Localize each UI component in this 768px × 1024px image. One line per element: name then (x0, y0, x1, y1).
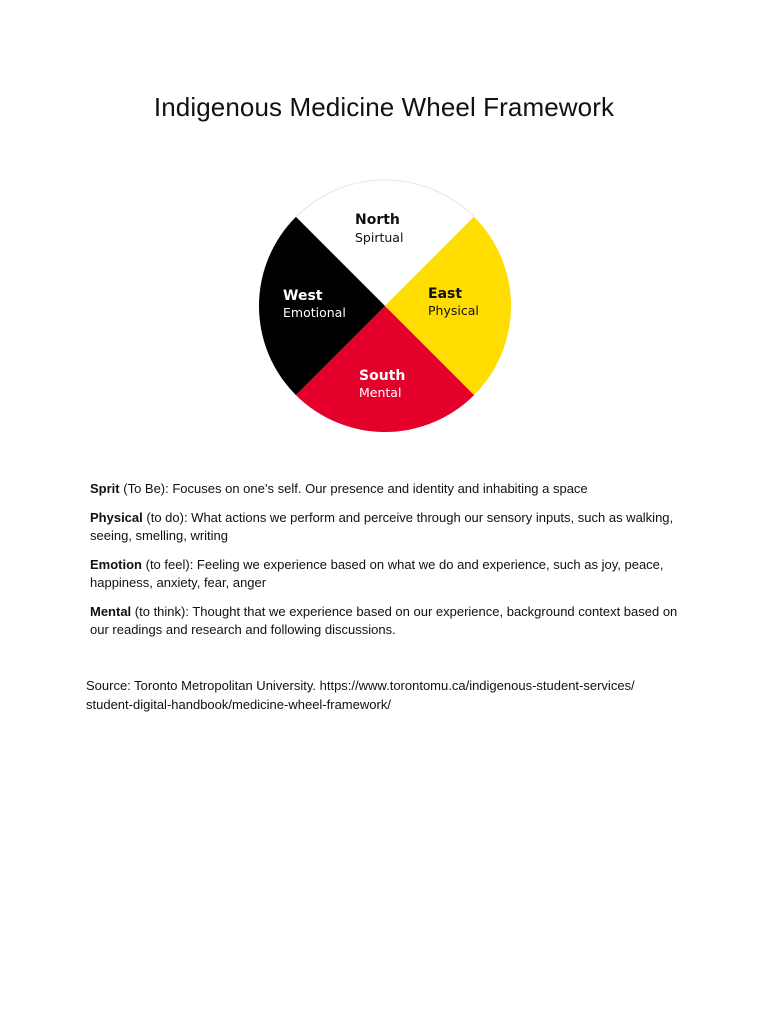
definition-term: Sprit (90, 481, 120, 496)
definition-qualifier: (to think) (131, 603, 186, 619)
west-aspect-label: Emotional (283, 305, 346, 320)
definitions-list (90, 480, 690, 650)
definition-spirit (90, 480, 690, 499)
page-title: Indigenous Medicine Wheel Framework (153, 92, 615, 122)
definition-term: Mental (90, 603, 132, 619)
north-aspect-label: Spirtual (355, 230, 404, 245)
west-direction-label: West (283, 288, 323, 304)
definition-text: : Thought that we experience based on our experience, background context based on our readings and research and following discussions. (90, 603, 678, 637)
north-direction-label: North (355, 212, 400, 228)
east-aspect-label: Physical (428, 303, 479, 318)
definition-qualifier: (to feel) (142, 556, 190, 572)
definition-physical (90, 509, 690, 546)
definition-qualifier: (to do) (142, 509, 184, 525)
definition-text: : Focuses on one’s self. Our presence and identity and inhabiting a space (165, 481, 588, 496)
south-aspect-label: Mental (359, 385, 402, 400)
definition-term: Physical (90, 509, 143, 525)
definition-mental (90, 603, 690, 640)
definition-text: : What actions we perform and perceive through our sensory inputs, such as walking, seeing, smelling, writing (90, 509, 674, 543)
definition-emotion (90, 556, 690, 593)
south-direction-label: South (359, 368, 406, 384)
source-line-1: Source: Toronto Metropolitan University. https://www.torontomu.ca/indigenous-student-services/ (86, 678, 635, 693)
definition-term: Emotion (90, 556, 142, 572)
source-citation (86, 677, 706, 714)
definition-text: : Feeling we experience based on what we do and experience, such as joy, peace, happiness, anxiety, fear, anger (90, 556, 664, 590)
medicine-wheel-diagram (257, 175, 513, 437)
east-direction-label: East (428, 286, 463, 302)
definition-qualifier: (To Be) (119, 481, 166, 496)
source-line-2: student-digital-handbook/medicine-wheel-framework/ (86, 696, 391, 712)
